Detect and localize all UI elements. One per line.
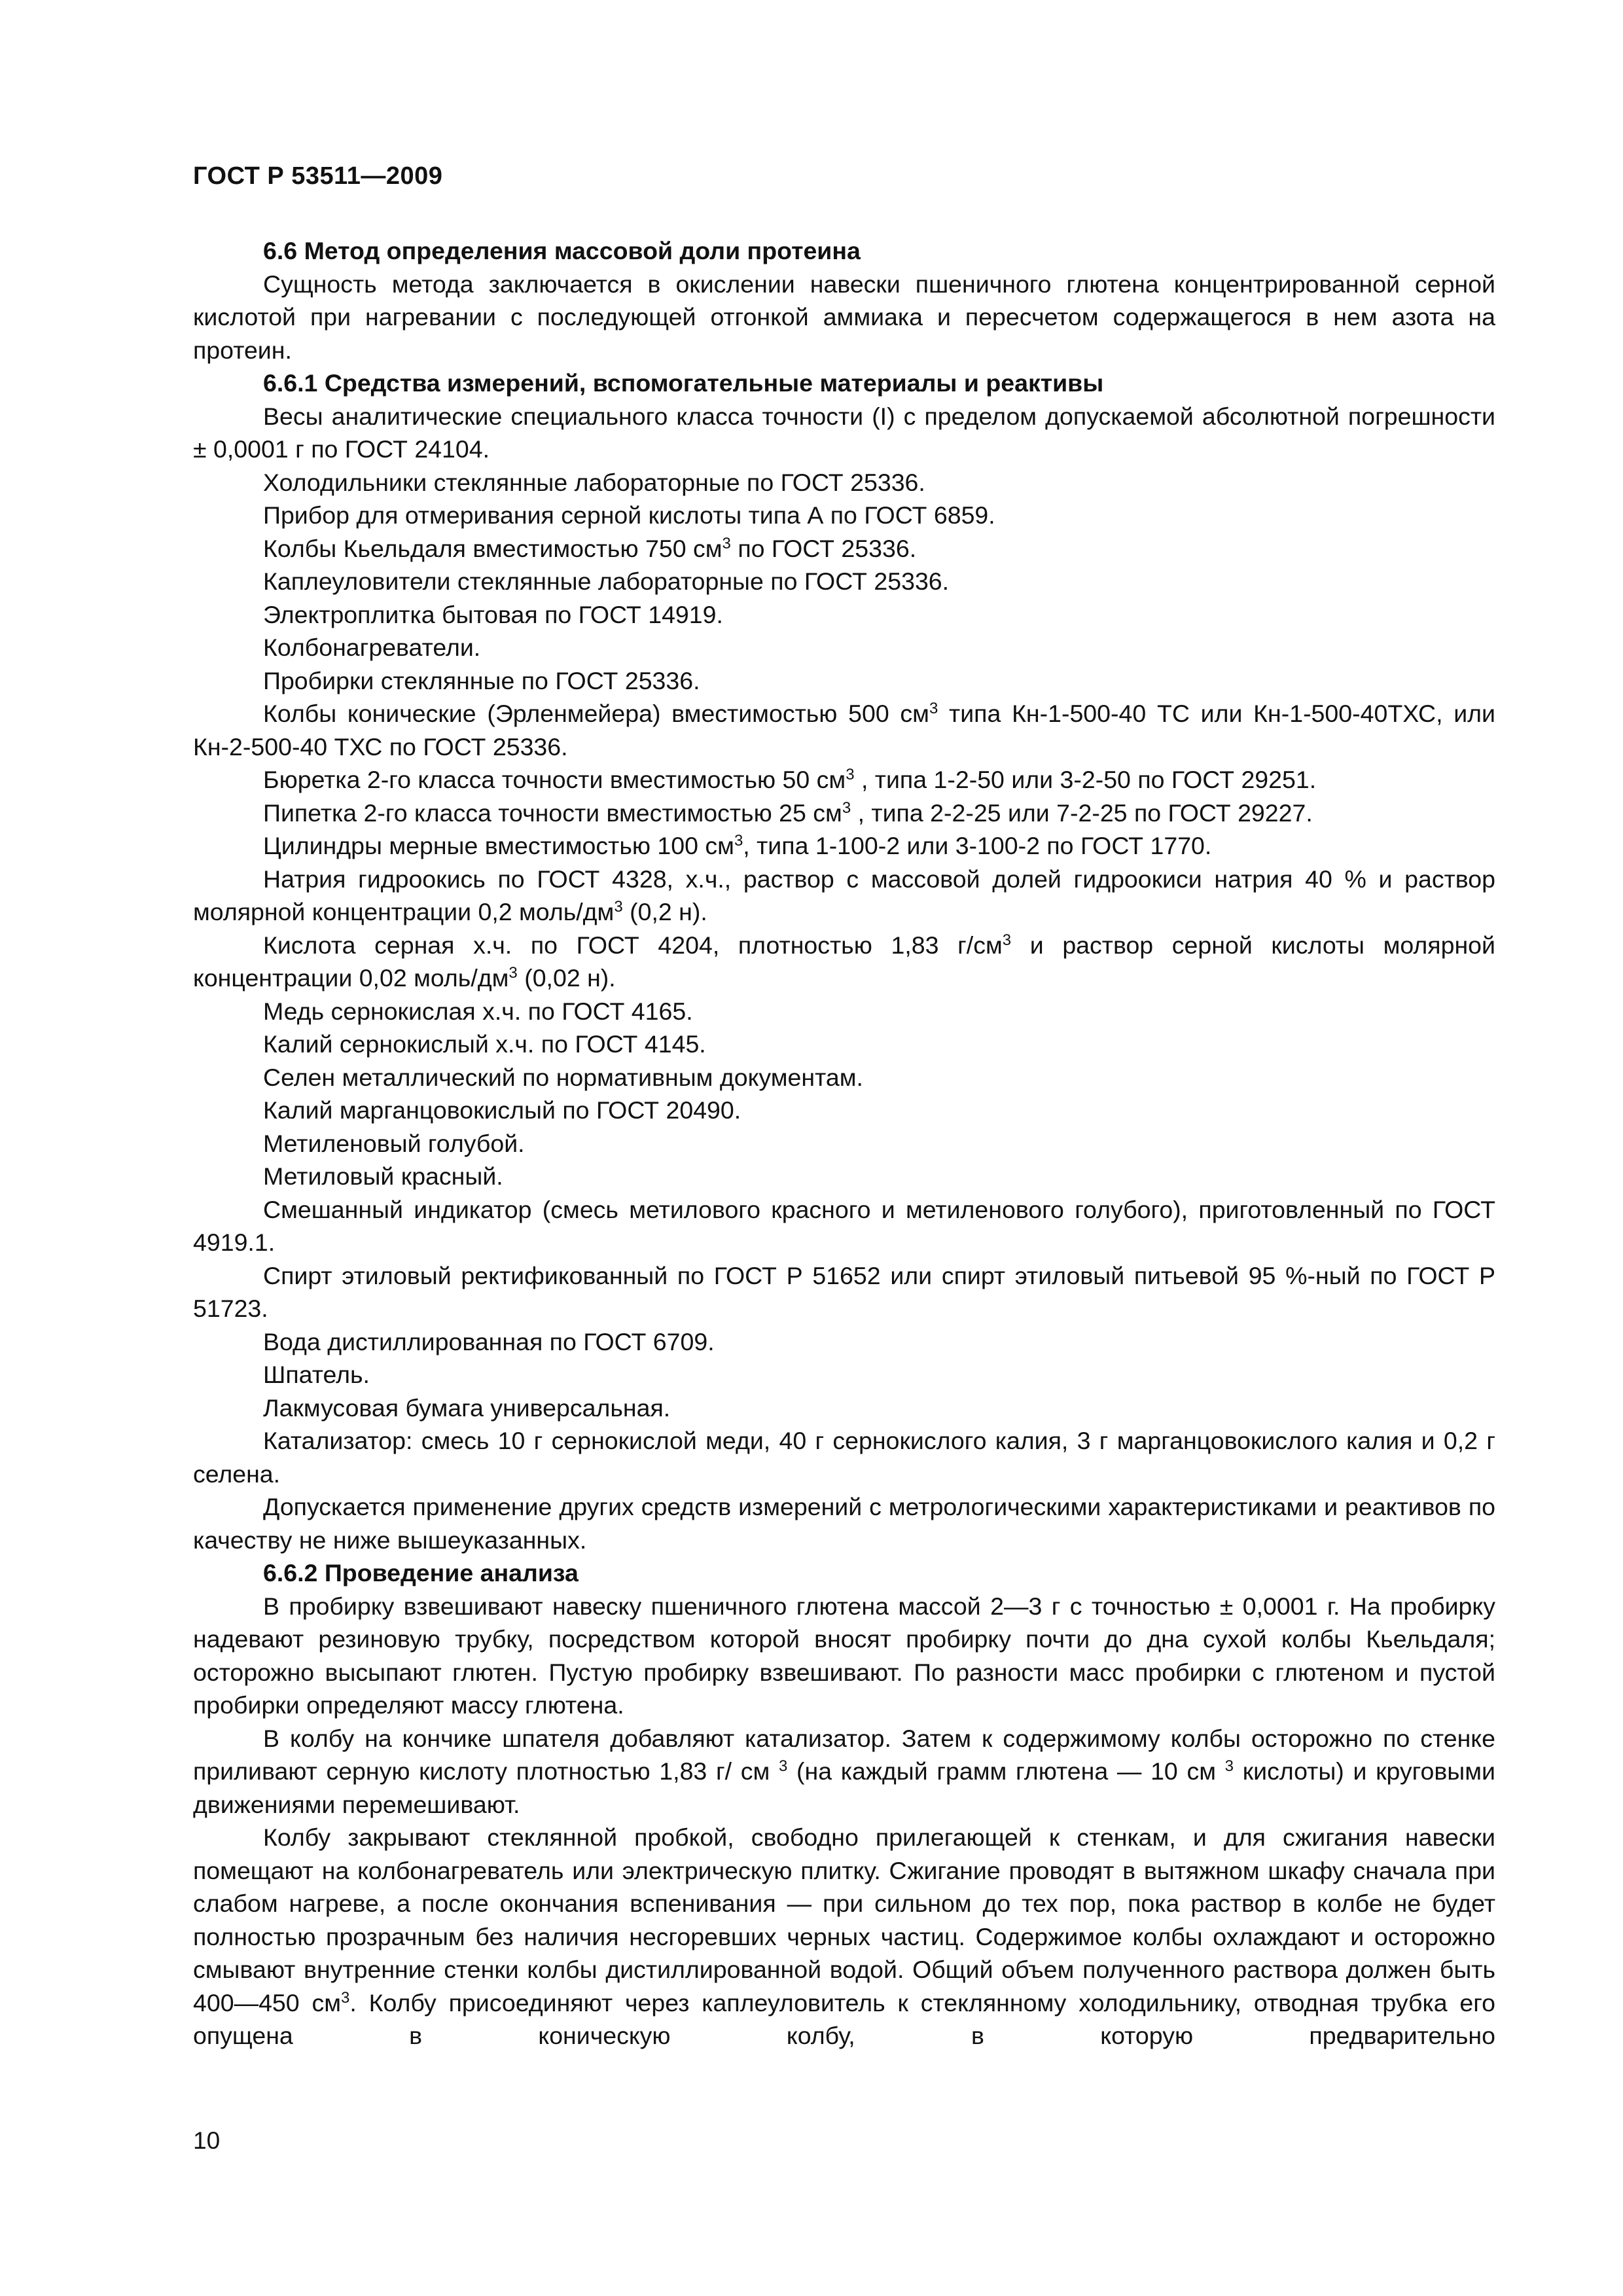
list-item: Селен металлический по нормативным документам. [263, 1063, 863, 1091]
paragraph: Сущность метода заключается в окислении навески пшеничного глютена концентрированной серной кислотой при нагревании с последующей отгонкой аммиака и пересчетом содержащегося в нем азота на протеин. [193, 270, 1495, 364]
section-heading-6-6 [193, 234, 1495, 268]
document-body [193, 234, 1495, 2053]
section-number: 6.6.1 [263, 369, 318, 397]
list-item: Электроплитка бытовая по ГОСТ 14919. [263, 600, 723, 628]
list-item: Колбы Кьельдаля вместимостью 750 $см^3$ по ГОСТ 25336. [263, 534, 917, 562]
section-heading-6-6-1 [193, 367, 1495, 400]
list-item: Пробирки стеклянные по ГОСТ 25336. [263, 666, 700, 694]
list-item: Метиленовый голубой. [263, 1129, 525, 1157]
list-item: Калий сернокислый х.ч. по ГОСТ 4145. [263, 1030, 706, 1058]
list-item: Катализатор: смесь 10 г сернокислой меди, 40 г сернокислого калия, 3 г марганцовокислого калия и 0,2 г селена. [193, 1427, 1495, 1488]
section-title: Проведение анализа [324, 1559, 579, 1587]
list-item: Натрия гидроокись по ГОСТ 4328, х.ч., раствор с массовой долей гидроокиси натрия 40 % и раствор молярной концентрации 0,2 моль/$дм^3$ (0,2 н). [193, 865, 1495, 925]
section-heading-6-6-2 [193, 1556, 1495, 1590]
section-number: 6.6 [263, 237, 298, 264]
list-item: Весы аналитические специального класса точности (I) с пределом допускаемой абсолютной погрешности ± 0,0001 г по ГОСТ 24104. [193, 402, 1495, 463]
list-item: Кислота серная х.ч. по ГОСТ 4204, плотностью 1,83 $г/см^3$ и раствор серной кислоты молярной концентрации 0,02 моль/$дм^3$ (0,02 н). [193, 931, 1495, 992]
list-item: Шпатель. [263, 1361, 370, 1388]
paragraph: Колбу закрывают стеклянной пробкой, свободно прилегающей к стенкам, и для сжигания навески помещают на колбонагреватель или электрическую плитку. Сжигание проводят в вытяжном шкафу сначала при слабом нагреве, а после окончания вспенивания — при сильном до тех пор, пока раствор в колбе не будет полностью прозрачным без наличия несгоревших черных частиц. Содержимое колбы охлаждают и осторожно смывают внутренние стенки колбы дистиллированной водой. Общий объем полученного раствора должен быть 400—450 $см^3$. Колбу присоединяют через каплеуловитель к стеклянному холодильнику, отводная трубка его опущена в коническую колбу, в которую предварительно [193, 1823, 1495, 2049]
list-item: Смешанный индикатор (смесь метилового красного и метиленового голубого), приготовленный по ГОСТ 4919.1. [193, 1195, 1495, 1256]
section-title: Метод определения массовой доли протеина [304, 237, 861, 264]
list-item: Медь сернокислая х.ч. по ГОСТ 4165. [263, 997, 693, 1025]
list-item: Бюретка 2-го класса точности вместимостью 50 $см^3$ , типа 1-2-50 или 3-2-50 по ГОСТ 29251. [263, 766, 1317, 793]
list-item: Калий марганцовокислый по ГОСТ 20490. [263, 1096, 741, 1124]
list-item: Вода дистиллированная по ГОСТ 6709. [263, 1327, 715, 1355]
section-title: Средства измерений, вспомогательные материалы и реактивы [324, 369, 1104, 397]
list-item: Каплеуловители стеклянные лабораторные по ГОСТ 25336. [263, 567, 950, 595]
list-item: Прибор для отмеривания серной кислоты типа А по ГОСТ 6859. [263, 501, 995, 529]
list-item: Спирт этиловый ректификованный по ГОСТ Р 51652 или спирт этиловый питьевой 95 %-ный по ГОСТ Р 51723. [193, 1261, 1495, 1322]
list-item: Колбы конические (Эрленмейера) вместимостью 500 $см^3$ типа Кн-1-500-40 ТС или Кн-1-500-40ТХС, или Кн-2-500-40 ТХС по ГОСТ 25336. [193, 700, 1495, 761]
list-item: Метиловый красный. [263, 1162, 503, 1190]
list-item: Цилиндры мерные вместимостью 100 $см^3$, типа 1-100-2 или 3-100-2 по ГОСТ 1770. [263, 832, 1212, 859]
page-number: 10 [193, 2127, 221, 2154]
list-item: Допускается применение других средств измерений с метрологическими характеристиками и реактивов по качеству не ниже вышеуказанных. [193, 1493, 1495, 1554]
paragraph: В колбу на кончике шпателя добавляют катализатор. Затем к содержимому колбы осторожно по стенке приливают серную кислоту плотностью 1,83 г/ см $^3$ (на каждый грамм глютена — 10 см $^3$ кислоты) и круговыми движениями перемешивают. [193, 1724, 1495, 1818]
list-item: Колбонагреватели. [263, 634, 481, 661]
paragraph: В пробирку взвешивают навеску пшеничного глютена массой 2—3 г с точностью ± 0,0001 г. На пробирку надевают резиновую трубку, посредством которой вносят пробирку почти до дна сухой колбы Кьельдаля; осторожно высыпают глютен. Пустую пробирку взвешивают. По разности масс пробирки с глютеном и пустой пробирки определяют массу глютена. [193, 1592, 1495, 1719]
section-number: 6.6.2 [263, 1559, 318, 1587]
list-item: Пипетка 2-го класса точности вместимостью 25 $см^3$ , типа 2-2-25 или 7-2-25 по ГОСТ 29227. [263, 798, 1313, 827]
list-item: Холодильники стеклянные лабораторные по ГОСТ 25336. [263, 468, 925, 496]
document-header: ГОСТ Р 53511—2009 [193, 162, 443, 190]
list-item: Лакмусовая бумага универсальная. [263, 1393, 671, 1422]
